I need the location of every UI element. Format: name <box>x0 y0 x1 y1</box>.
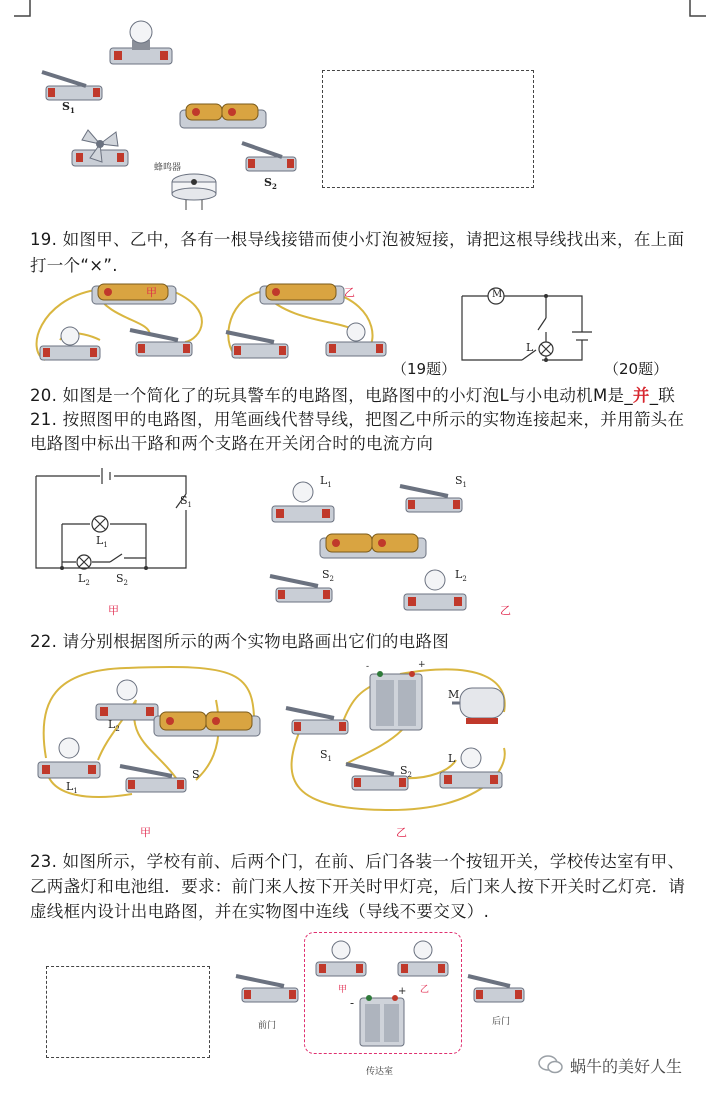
q22-motor <box>452 688 504 724</box>
q21-text-line2: 电路图中标出干路和两个支路在开关闭合时的电流方向 <box>30 434 434 453</box>
q23-room-label: 传达室 <box>366 1067 394 1077</box>
q23-lamp-b <box>398 941 448 976</box>
q23-back-door-label: 后门 <box>492 1017 511 1027</box>
q22-b-plus: + <box>418 660 426 670</box>
q21-fig-b-label: 乙 <box>500 604 511 617</box>
q23-text-line3: 虚线框内设计出电路图，并在实物图中连线（导线不要交叉）. <box>30 902 490 921</box>
q22-b-m-label: M <box>448 688 460 701</box>
switch-s1-label: $S_1$ <box>62 100 75 116</box>
q21-real-l1-label: $L_1$ <box>320 474 332 490</box>
q22-text: 22. 请分别根据图所示的两个实物电路画出它们的电路图 <box>30 632 450 651</box>
q23-answer-box <box>46 966 210 1058</box>
q23-lamp-a-label: 甲 <box>338 985 348 995</box>
wechat-icon <box>538 1054 564 1076</box>
q23-text-line2: 乙两盏灯和电池组．要求：前门来人按下开关时甲灯亮，后门来人按下开关时乙灯亮．请 <box>30 877 686 896</box>
q20-text: 20. 如图是一个简化了的玩具警车的电路图，电路图中的小灯泡L与小电动机M是_并_联 <box>30 386 676 405</box>
watermark-text: 蜗牛的美好人生 <box>570 1057 683 1076</box>
q23-lamp-a <box>316 941 366 976</box>
q22-b-s1-label: $S_1$ <box>320 748 333 764</box>
q20-answer: 并 <box>632 386 650 405</box>
q23-plus: + <box>398 986 407 997</box>
q23-text-line1: 23. 如图所示，学校有前、后两个门，在前、后门各装一个按钮开关，学校传达室有甲、 <box>30 852 685 871</box>
q20-schematic <box>462 292 602 372</box>
q21-text-line1: 21. 按照图甲的电路图，用笔画线代替导线，把图乙中所示的实物连接起来，并用箭头在 <box>30 410 685 429</box>
q22-b-l-label: L <box>448 752 456 765</box>
buzzer-component <box>172 174 216 210</box>
q21-l1-label: $L_1$ <box>96 534 108 550</box>
q21-s2-label: $S_2$ <box>116 572 129 588</box>
q22-fig-b <box>280 660 520 820</box>
q21-schematic <box>36 474 186 574</box>
q19-fig-a-label: 甲 <box>146 286 157 299</box>
q23-figure <box>236 938 526 1062</box>
q22-battery-pack <box>370 671 422 730</box>
fan-component <box>72 130 128 166</box>
q22-a-l1-label: $L_1$ <box>66 780 78 796</box>
q20-lamp-label: L <box>526 341 534 354</box>
q19-tag: （19题） <box>392 360 457 378</box>
q21-l2-label: $L_2$ <box>78 572 90 588</box>
q21-real-s2-label: $S_2$ <box>322 568 335 584</box>
q23-front-switch <box>236 976 298 1002</box>
buzzer-label: 蜂鸣器 <box>154 163 182 173</box>
q23-minus: - <box>350 996 355 1010</box>
q23-front-door-label: 前门 <box>258 1021 277 1031</box>
q20-motor-label: M <box>492 289 503 300</box>
q22-b-minus: - <box>366 662 370 672</box>
q23-lamp-b-label: 乙 <box>420 985 430 995</box>
battery-component <box>180 104 266 128</box>
q21-real-l2-label: $L_2$ <box>455 568 467 584</box>
q21-fig-a-label: 甲 <box>108 604 119 617</box>
q22-b-s2-label: $S_2$ <box>400 764 413 780</box>
q22-fig-b-label: 乙 <box>396 826 407 839</box>
q22-a-l2-label: $L_2$ <box>108 718 120 734</box>
q22-fig-a-label: 甲 <box>140 826 151 839</box>
q19-fig-b-label: 乙 <box>344 286 355 299</box>
switch-s2-component <box>242 143 296 171</box>
lamp-component <box>110 21 172 64</box>
switch-s1-component <box>42 72 102 100</box>
q22-a-s-label: S <box>192 768 200 781</box>
q19-text-line1: 19. 如图甲、乙中，各有一根导线接错而使小灯泡被短接，请把这根导线找出来，在上面 <box>30 230 685 249</box>
q21-s1-label: $S_1$ <box>180 494 193 510</box>
q19-text-line2: 打一个“×”. <box>30 256 118 275</box>
switch-s2-label: $S_2$ <box>264 176 277 192</box>
q23-battery-pack <box>360 995 404 1046</box>
q21-real-figure <box>264 470 474 620</box>
answer-box-top <box>322 70 534 188</box>
q20-tag: （20题） <box>604 360 669 378</box>
q23-back-switch <box>468 976 524 1002</box>
q21-real-s1-label: $S_1$ <box>455 474 468 490</box>
